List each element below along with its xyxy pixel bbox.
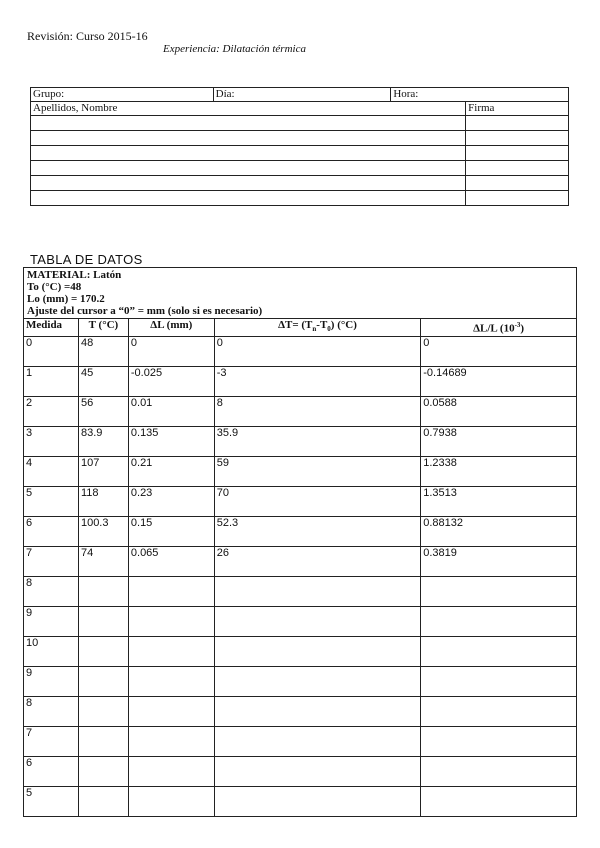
name-field[interactable] (31, 191, 466, 206)
cell-ratio[interactable]: 0.0588 (421, 397, 577, 427)
cell-delta-l[interactable] (128, 607, 214, 637)
cell-delta-l[interactable] (128, 667, 214, 697)
cell-medida[interactable]: 6 (24, 517, 79, 547)
cell-ratio[interactable]: 1.3513 (421, 487, 577, 517)
ajuste-cursor: Ajuste del cursor a “0” = mm (solo si es necesario) (27, 305, 263, 317)
col-delta-t: $\Delta T= (T_n-T_0)$ (°C) (214, 319, 421, 337)
table-row (24, 757, 577, 787)
cell-delta-l[interactable] (128, 697, 214, 727)
cell-delta-t[interactable]: 52.3 (214, 517, 421, 547)
cell-medida[interactable]: 9 (24, 607, 79, 637)
cell-temp[interactable] (78, 637, 128, 667)
cell-medida[interactable]: 7 (24, 727, 79, 757)
cell-medida[interactable]: 10 (24, 637, 79, 667)
cell-delta-l[interactable]: 0 (128, 337, 214, 367)
cell-delta-t[interactable] (214, 757, 421, 787)
table-row (24, 367, 577, 397)
cell-medida[interactable]: 0 (24, 337, 79, 367)
col-delta-t-label: ΔT= (T (278, 319, 313, 331)
cell-delta-l[interactable] (128, 637, 214, 667)
cell-delta-t[interactable] (214, 667, 421, 697)
datos-title: TABLA DE DATOS (30, 252, 143, 267)
table-row (24, 637, 577, 667)
name-field[interactable] (31, 116, 466, 131)
cell-temp[interactable] (78, 697, 128, 727)
cell-temp[interactable]: 118 (78, 487, 128, 517)
col-medida: Medida (24, 319, 79, 337)
cell-temp[interactable] (78, 757, 128, 787)
cell-medida[interactable]: 7 (24, 547, 79, 577)
cell-delta-t[interactable] (214, 727, 421, 757)
cell-ratio[interactable] (421, 697, 577, 727)
signature-field[interactable] (466, 131, 569, 146)
cell-delta-t[interactable]: 35.9 (214, 427, 421, 457)
cell-ratio[interactable] (421, 637, 577, 667)
signature-field[interactable] (466, 146, 569, 161)
table-row (24, 697, 577, 727)
cell-ratio[interactable]: 0.7938 (421, 427, 577, 457)
table-row (24, 397, 577, 427)
cell-temp[interactable] (78, 787, 128, 817)
table-row (24, 577, 577, 607)
cell-delta-l[interactable] (128, 727, 214, 757)
cell-delta-t[interactable]: 59 (214, 457, 421, 487)
cell-delta-l[interactable]: 0.23 (128, 487, 214, 517)
table-row (24, 547, 577, 577)
cell-medida[interactable]: 8 (24, 577, 79, 607)
cell-delta-l[interactable]: 0.21 (128, 457, 214, 487)
name-field[interactable] (31, 161, 466, 176)
cell-delta-l[interactable] (128, 757, 214, 787)
signature-field[interactable] (466, 161, 569, 176)
data-table (23, 267, 577, 817)
col-temp: T (°C) (78, 319, 128, 337)
cell-ratio[interactable] (421, 757, 577, 787)
col-ratio-label: ΔL/L (10 (473, 322, 515, 335)
cell-medida[interactable]: 6 (24, 757, 79, 787)
cell-ratio[interactable]: 0.88132 (421, 517, 577, 547)
cell-delta-t[interactable] (214, 607, 421, 637)
cell-temp[interactable] (78, 727, 128, 757)
cell-medida[interactable]: 4 (24, 457, 79, 487)
table-row (24, 427, 577, 457)
cell-delta-l[interactable]: 0.01 (128, 397, 214, 427)
cell-temp[interactable]: 83.9 (78, 427, 128, 457)
cell-medida[interactable]: 8 (24, 697, 79, 727)
cell-delta-l[interactable]: 0.135 (128, 427, 214, 457)
table-row (24, 727, 577, 757)
hora-field[interactable]: Hora: (391, 88, 569, 102)
group-info-table (30, 87, 569, 206)
firma-header: Firma (466, 102, 569, 116)
table-row (24, 337, 577, 367)
cell-temp[interactable] (78, 607, 128, 637)
cell-ratio[interactable] (421, 577, 577, 607)
cell-delta-l[interactable]: 0.065 (128, 547, 214, 577)
name-field[interactable] (31, 176, 466, 191)
lo-value: Lo (mm) = 170.2 (27, 293, 105, 305)
cell-temp[interactable]: 107 (78, 457, 128, 487)
cell-delta-t[interactable]: 8 (214, 397, 421, 427)
material-info (24, 268, 577, 319)
cell-delta-t[interactable] (214, 697, 421, 727)
cell-ratio[interactable] (421, 607, 577, 637)
cell-temp[interactable]: 56 (78, 397, 128, 427)
table-row (24, 607, 577, 637)
cell-delta-t[interactable]: -3 (214, 367, 421, 397)
grupo-field[interactable]: Grupo: (31, 88, 214, 102)
cell-ratio[interactable] (421, 787, 577, 817)
name-field[interactable] (31, 131, 466, 146)
signature-field[interactable] (466, 176, 569, 191)
cell-medida[interactable]: 9 (24, 667, 79, 697)
cell-delta-t[interactable] (214, 787, 421, 817)
table-row (24, 667, 577, 697)
apellidos-header: Apellidos, Nombre (31, 102, 466, 116)
cell-temp[interactable] (78, 577, 128, 607)
table-row (24, 457, 577, 487)
cell-medida[interactable]: 2 (24, 397, 79, 427)
name-field[interactable] (31, 146, 466, 161)
cell-delta-t[interactable]: 0 (214, 337, 421, 367)
cell-temp[interactable]: 48 (78, 337, 128, 367)
cell-temp[interactable]: 100.3 (78, 517, 128, 547)
cell-ratio[interactable]: 1.2338 (421, 457, 577, 487)
experiment-title: Experiencia: Dilatación térmica (163, 43, 306, 55)
cell-delta-l[interactable]: 0.15 (128, 517, 214, 547)
cell-ratio[interactable] (421, 727, 577, 757)
material-label: MATERIAL: Latón (27, 269, 122, 281)
cell-ratio[interactable]: 0 (421, 337, 577, 367)
cell-delta-t[interactable]: 70 (214, 487, 421, 517)
col-delta-l: ΔL (mm) (128, 319, 214, 337)
dia-field[interactable]: Día: (213, 88, 391, 102)
col-delta-l-over-l: ΔL/L $(10^{-3})$ (421, 319, 577, 337)
cell-medida[interactable]: 3 (24, 427, 79, 457)
cell-medida[interactable]: 1 (24, 367, 79, 397)
cell-temp[interactable]: 74 (78, 547, 128, 577)
cell-ratio[interactable] (421, 667, 577, 697)
cell-ratio[interactable]: -0.14689 (421, 367, 577, 397)
cell-temp[interactable]: 45 (78, 367, 128, 397)
signature-field[interactable] (466, 191, 569, 206)
cell-delta-t[interactable] (214, 577, 421, 607)
cell-delta-l[interactable]: -0.025 (128, 367, 214, 397)
signature-field[interactable] (466, 116, 569, 131)
cell-temp[interactable] (78, 667, 128, 697)
cell-ratio[interactable]: 0.3819 (421, 547, 577, 577)
cell-delta-l[interactable] (128, 577, 214, 607)
cell-delta-t[interactable] (214, 637, 421, 667)
revision-text: Revisión: Curso 2015-16 (27, 29, 148, 43)
cell-medida[interactable]: 5 (24, 487, 79, 517)
table-row (24, 517, 577, 547)
cell-medida[interactable]: 5 (24, 787, 79, 817)
table-row (24, 787, 577, 817)
table-row (24, 487, 577, 517)
cell-delta-t[interactable]: 26 (214, 547, 421, 577)
cell-delta-l[interactable] (128, 787, 214, 817)
to-value: To (°C) =48 (27, 281, 82, 293)
